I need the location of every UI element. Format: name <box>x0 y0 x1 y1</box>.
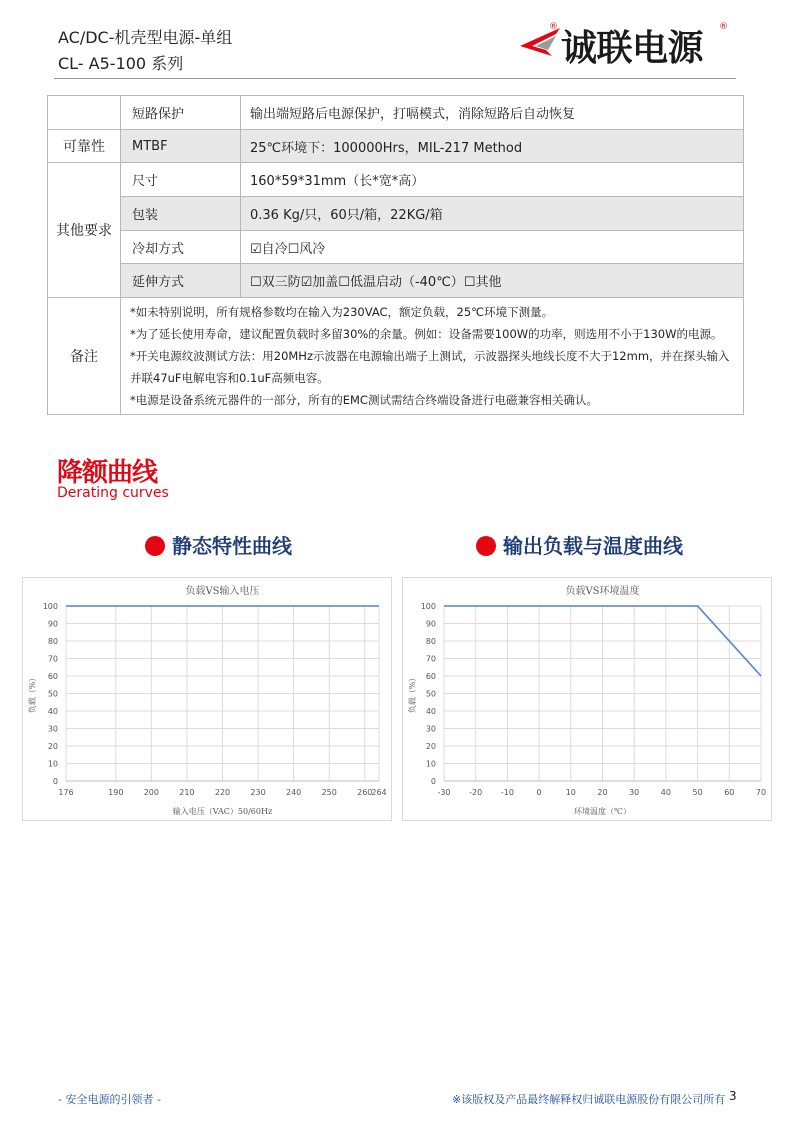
chart2-heading <box>476 530 683 559</box>
y-tick-label: 90 <box>425 619 436 629</box>
note-line: *如未特别说明，所有规格参数均在输入为230VAC，额定负载，25℃环境下测量。 <box>130 305 554 319</box>
chart-load-vs-input-voltage <box>22 577 392 821</box>
chart-load-vs-temperature <box>402 577 772 821</box>
chart-title: 负载VS环境温度 <box>565 586 640 597</box>
page-number: 3 <box>729 1089 737 1103</box>
y-tick-label: 60 <box>425 672 436 681</box>
y-tick-label: 0 <box>52 777 58 786</box>
row-label: 短路保护 <box>121 96 241 130</box>
table-row <box>48 130 744 163</box>
y-tick-label: 60 <box>47 672 58 681</box>
logo-wordmark: 诚联电源 <box>561 27 704 69</box>
x-tick-label: 0 <box>536 788 542 797</box>
x-tick-label: -20 <box>469 788 483 797</box>
row-label: 包装 <box>121 197 241 231</box>
table-row <box>48 264 744 298</box>
table-cell-empty <box>48 96 121 130</box>
note-line: *开关电源纹波测试方法：用20MHz示波器在电源输出端子上测试，示波器探头地线长度不大于12mm，并在探头输入并联47uF电解电容和0.1uF高频电容。 <box>130 349 730 385</box>
x-tick-label: -30 <box>437 788 451 797</box>
y-tick-label: 40 <box>425 707 436 716</box>
x-tick-label: 50 <box>692 788 703 797</box>
x-tick-label: 240 <box>285 788 302 797</box>
y-tick-label: 20 <box>425 742 436 751</box>
row-value: 输出端短路后电源保护，打嗝模式，消除短路后自动恢复 <box>241 96 744 130</box>
x-tick-label: 200 <box>143 788 160 797</box>
footer-copyright: ※该版权及产品最终解释权归诚联电源股份有限公司所有 <box>452 1093 726 1106</box>
logo-registered-mark-2: ® <box>719 22 728 32</box>
x-tick-label: 230 <box>250 788 266 797</box>
table-row <box>48 231 744 264</box>
row-label: MTBF <box>121 130 241 163</box>
x-tick-label: 40 <box>660 788 671 797</box>
chart2-heading-text: 输出负载与温度曲线 <box>503 534 683 558</box>
footer-slogan: - 安全电源的引领者 - <box>58 1093 161 1106</box>
table-row <box>48 163 744 197</box>
category-label: 可靠性 <box>48 130 121 163</box>
company-logo <box>512 18 742 68</box>
y-axis-label: 负载（%） <box>28 673 37 714</box>
row-value: ☑自冷☐风冷 <box>241 231 744 264</box>
bullet-dot-icon <box>145 536 165 556</box>
y-tick-label: 40 <box>47 707 58 716</box>
y-tick-label: 90 <box>47 619 58 629</box>
x-tick-label: 30 <box>629 788 640 797</box>
chart1-heading-text: 静态特性曲线 <box>172 534 292 558</box>
chart1-heading <box>145 530 292 559</box>
y-tick-label: 80 <box>425 637 436 646</box>
y-tick-label: 30 <box>425 724 436 734</box>
y-tick-label: 100 <box>42 602 58 611</box>
table-row <box>48 96 744 130</box>
row-value: 0.36 Kg/只，60只/箱，22KG/箱 <box>241 197 744 231</box>
y-tick-label: 80 <box>47 637 58 646</box>
y-tick-label: 50 <box>47 689 58 699</box>
x-tick-label: 220 <box>214 788 231 797</box>
x-tick-label: 10 <box>565 788 576 797</box>
doc-title-line1: AC/DC-机壳型电源-单组 <box>58 28 233 47</box>
chart-svg <box>403 578 771 820</box>
section-subtitle: Derating curves <box>57 485 169 501</box>
x-tick-label: 210 <box>179 788 195 797</box>
bullet-dot-icon <box>476 536 496 556</box>
section-title: 降额曲线 <box>57 458 158 488</box>
x-tick-label: 264 <box>371 788 387 797</box>
row-label: 尺寸 <box>121 163 241 197</box>
y-tick-label: 0 <box>430 777 436 786</box>
x-tick-label: 250 <box>321 788 337 797</box>
row-label: 延伸方式 <box>121 264 241 298</box>
y-tick-label: 50 <box>425 689 436 699</box>
x-tick-label: 190 <box>108 788 124 797</box>
row-value: ☐双三防☑加盖☐低温启动（-40℃）☐其他 <box>241 264 744 298</box>
x-tick-label: 176 <box>58 788 74 797</box>
category-label: 备注 <box>48 298 121 415</box>
spec-table <box>47 95 744 415</box>
y-tick-label: 10 <box>425 759 436 769</box>
x-axis-label: 输入电压（VAC）50/60Hz <box>172 807 273 816</box>
x-tick-label: 20 <box>597 788 608 797</box>
chart-svg <box>23 578 391 820</box>
y-tick-label: 20 <box>47 742 58 751</box>
x-tick-label: 260 <box>357 788 373 797</box>
category-label: 其他要求 <box>48 163 121 298</box>
row-value: 25℃环境下：100000Hrs，MIL-217 Method <box>241 130 744 163</box>
y-tick-label: 30 <box>47 724 58 734</box>
row-label: 冷却方式 <box>121 231 241 264</box>
x-tick-label: 70 <box>755 788 767 797</box>
doc-title-line2: CL- A5-100 系列 <box>58 54 184 73</box>
logo-registered-mark: ® <box>549 22 558 32</box>
y-tick-label: 10 <box>47 759 58 769</box>
y-tick-label: 70 <box>425 654 436 664</box>
table-row <box>48 197 744 231</box>
y-tick-label: 70 <box>47 654 58 664</box>
y-axis-label: 负载（%） <box>408 673 417 714</box>
note-line: *为了延长使用寿命，建议配置负载时多留30%的余量。例如：设备需要100W的功率，则选用不小于130W的电源。 <box>130 327 723 341</box>
x-axis-label: 环境温度（℃） <box>574 807 631 816</box>
notes-cell <box>121 298 744 415</box>
x-tick-label: -10 <box>500 788 514 797</box>
header-divider <box>54 78 736 79</box>
table-row <box>48 298 744 415</box>
row-value: 160*59*31mm（长*宽*高） <box>241 163 744 197</box>
x-tick-label: 60 <box>724 788 735 797</box>
chart-title: 负载VS输入电压 <box>185 586 260 597</box>
note-line: *电源是设备系统元器件的一部分，所有的EMC测试需结合终端设备进行电磁兼容相关确认。 <box>130 393 598 407</box>
y-tick-label: 100 <box>420 602 436 611</box>
